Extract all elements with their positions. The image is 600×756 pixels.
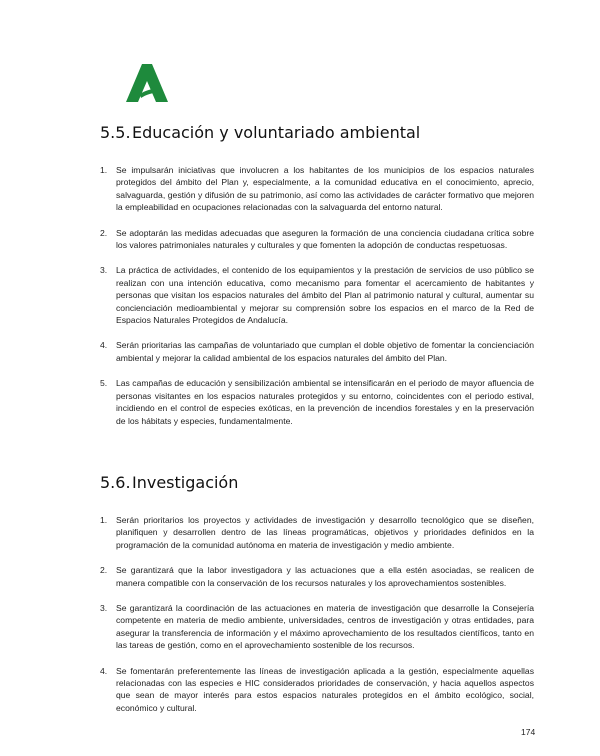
andalucia-logo-icon	[125, 64, 169, 104]
item-text: Las campañas de educación y sensibilización ambiental se intensificarán en el periodo de mayor afluencia de personas visitantes en los espacios naturales protegidos y su entorno, coincidentes con el periodo estival, incidiendo en el control de especies exóticas, en la prevención de incendios forestales y en la preservación de los hábitats y especies, fundamentalmente.	[116, 378, 534, 426]
item-number: 1.	[100, 165, 108, 175]
section-5-5-list	[100, 164, 534, 440]
section-title: Educación y voluntariado ambiental	[132, 123, 421, 142]
item-number: 5.	[100, 378, 108, 389]
item-text: La práctica de actividades, el contenido de los equipamientos y la prestación de servicios de uso público se realizan con una intención educativa, como mecanismo para fomentar el acercamiento de habitantes y personas que visitan los espacios naturales del ámbito del Plan al patrimonio natural y cultural, aumentar su concienciación medioambiental y mejorar su comprensión sobre los espacios en el marco de la Red de Espacios Naturales Protegidos de Andalucía.	[116, 265, 534, 326]
section-number: 5.5.	[100, 123, 131, 142]
item-text: Se impulsarán iniciativas que involucren a los habitantes de los municipios de los espacios naturales protegidos del ámbito del Plan y, especialmente, a la comunidad educativa en el conocimiento, aprecio, salvaguarda, gestión y difusión de su patrimonio, así como las actividades de carácter formativo que mejoren la empleabilidad en ocupaciones relacionadas con la salvaguarda del entorno natural.	[116, 165, 534, 213]
item-text: Se adoptarán las medidas adecuadas que aseguren la formación de una conciencia ciudadana crítica sobre los valores patrimoniales naturales y culturales y que fomenten la adopción de conductas respetuosas.	[116, 227, 534, 251]
item-number: 3.	[100, 265, 108, 276]
section-heading-5-5	[100, 123, 420, 142]
list-item	[100, 227, 534, 252]
list-item	[100, 665, 534, 715]
item-number: 1.	[100, 515, 108, 525]
item-number: 4.	[100, 340, 108, 351]
list-item	[100, 564, 534, 589]
section-5-6-list	[100, 514, 534, 727]
item-text: Se fomentarán preferentemente las líneas de investigación aplicada a la gestión, especialmente aquellas relacionadas con las especies e HIC considerados prioridades de conservación, y hacia aquellos aspectos que sean de mayor interés para estos espacios naturales protegidos en el ámbito ecológico, social, económico y cultural.	[116, 665, 534, 713]
list-item	[100, 339, 534, 364]
section-heading-5-6	[100, 473, 238, 492]
section-number: 5.6.	[100, 473, 131, 492]
list-item	[100, 164, 534, 214]
item-number: 2.	[100, 565, 108, 576]
item-number: 2.	[100, 227, 108, 238]
list-item	[100, 264, 534, 326]
item-text: Se garantizará que la labor investigadora y las actuaciones que a ella estén asociadas, se realicen de manera compatible con la conservación de los recursos naturales y los aprovechamientos sostenibles.	[116, 565, 534, 588]
list-item	[100, 377, 534, 427]
item-number: 3.	[100, 603, 108, 614]
item-text: Serán prioritarias las campañas de voluntariado que cumplan el doble objetivo de fomentar la concienciación ambiental y mejorar la calidad ambiental de los espacios naturales del ámbito del Plan.	[116, 340, 534, 363]
page-number: 174	[521, 727, 536, 737]
list-item	[100, 602, 534, 652]
list-item	[100, 514, 534, 551]
item-number: 4.	[100, 665, 108, 676]
item-text: Serán prioritarios los proyectos y actividades de investigación y desarrollo tecnológico que se diseñen, planifiquen y desarrollen dentro de las líneas programáticas, objetivos y prioridades definidos en la programación de la comunidad autónoma en materia de investigación y medio ambiente.	[116, 515, 534, 550]
item-text: Se garantizará la coordinación de las actuaciones en materia de investigación que desarrolle la Consejería competente en materia de medio ambiente, universidades, centros de investigación y otras entidades, para asegurar la transferencia de información y el máximo aprovechamiento de los resultados científicos, tanto en las tareas de gestión, como en el aprovechamiento sostenible de los recursos.	[116, 603, 534, 651]
section-title: Investigación	[132, 473, 239, 492]
